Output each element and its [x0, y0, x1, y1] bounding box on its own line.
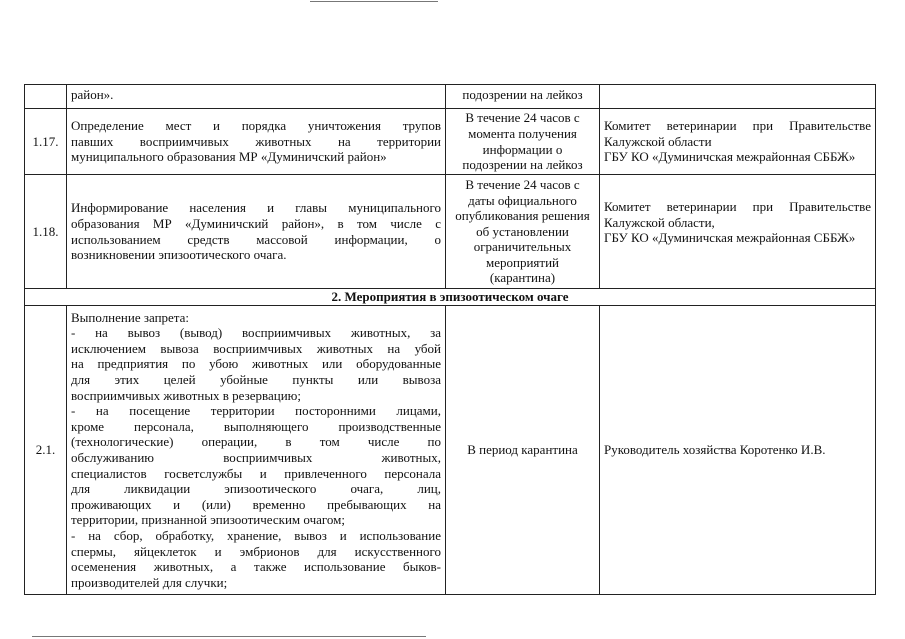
- measures-table: [24, 84, 876, 595]
- table-row: [25, 175, 876, 289]
- section-title: 2. Мероприятия в эпизоотическом очаге: [25, 289, 876, 306]
- row-description: Информирование населения и главы муниципального образования МР «Думиничский район», в том числе с использованием средств массовой информации, о возникновении эпизоотического очага.: [67, 175, 446, 289]
- row-term: В период карантина: [446, 306, 600, 595]
- row-term: В течение 24 часов с даты официального опубликования решения об установлении ограничительных мероприятий (карантина): [446, 175, 600, 289]
- row-description: Выполнение запрета: - на вывоз (вывод) восприимчивых животных, за исключением вывоза восприимчивых животных на убой на предприятия по убою животных или оборудованные для этих целей убойные пункты или вывоза восприимчивых животных в резервацию; - на посещение территории посторонними лицами, кроме персонала, выполняющего производственные (технологические) операции, в том числе по обслуживанию восприимчивых животных, специалистов госветслужбы и привлеченного персонала для ликвидации эпизоотического очага, лиц, проживающих и (или) временно пребывающих на территории, признанной эпизоотическим очагом; - на сбор, обработку, хранение, вывоз и использование спермы, яйцеклеток и эмбрионов для искусственного осеменения животных, а также использование быков- производителей для случки;: [67, 306, 446, 595]
- table-row: [25, 109, 876, 175]
- row-number: 1.17.: [25, 109, 67, 175]
- row-responsible: [600, 85, 876, 109]
- row-responsible: Комитет ветеринарии при Правительстве Калужской области, ГБУ КО «Думиничская межрайонная СББЖ»: [600, 175, 876, 289]
- table-row: [25, 306, 876, 595]
- row-description: Определение мест и порядка уничтожения трупов павших восприимчивых животных на территории муниципального образования МР «Думиничский район»: [67, 109, 446, 175]
- row-number: 2.1.: [25, 306, 67, 595]
- row-responsible: Комитет ветеринарии при Правительстве Калужской области ГБУ КО «Думиничская межрайонная СББЖ»: [600, 109, 876, 175]
- row-term: подозрении на лейкоз: [446, 85, 600, 109]
- header-rule: [310, 1, 438, 2]
- row-term: В течение 24 часов с момента получения информации о подозрении на лейкоз: [446, 109, 600, 175]
- row-responsible: Руководитель хозяйства Коротенко И.В.: [600, 306, 876, 595]
- footer-rule: [32, 636, 426, 637]
- row-number: 1.18.: [25, 175, 67, 289]
- table-row: [25, 85, 876, 109]
- row-number: [25, 85, 67, 109]
- row-description: район».: [67, 85, 446, 109]
- section-row: [25, 289, 876, 306]
